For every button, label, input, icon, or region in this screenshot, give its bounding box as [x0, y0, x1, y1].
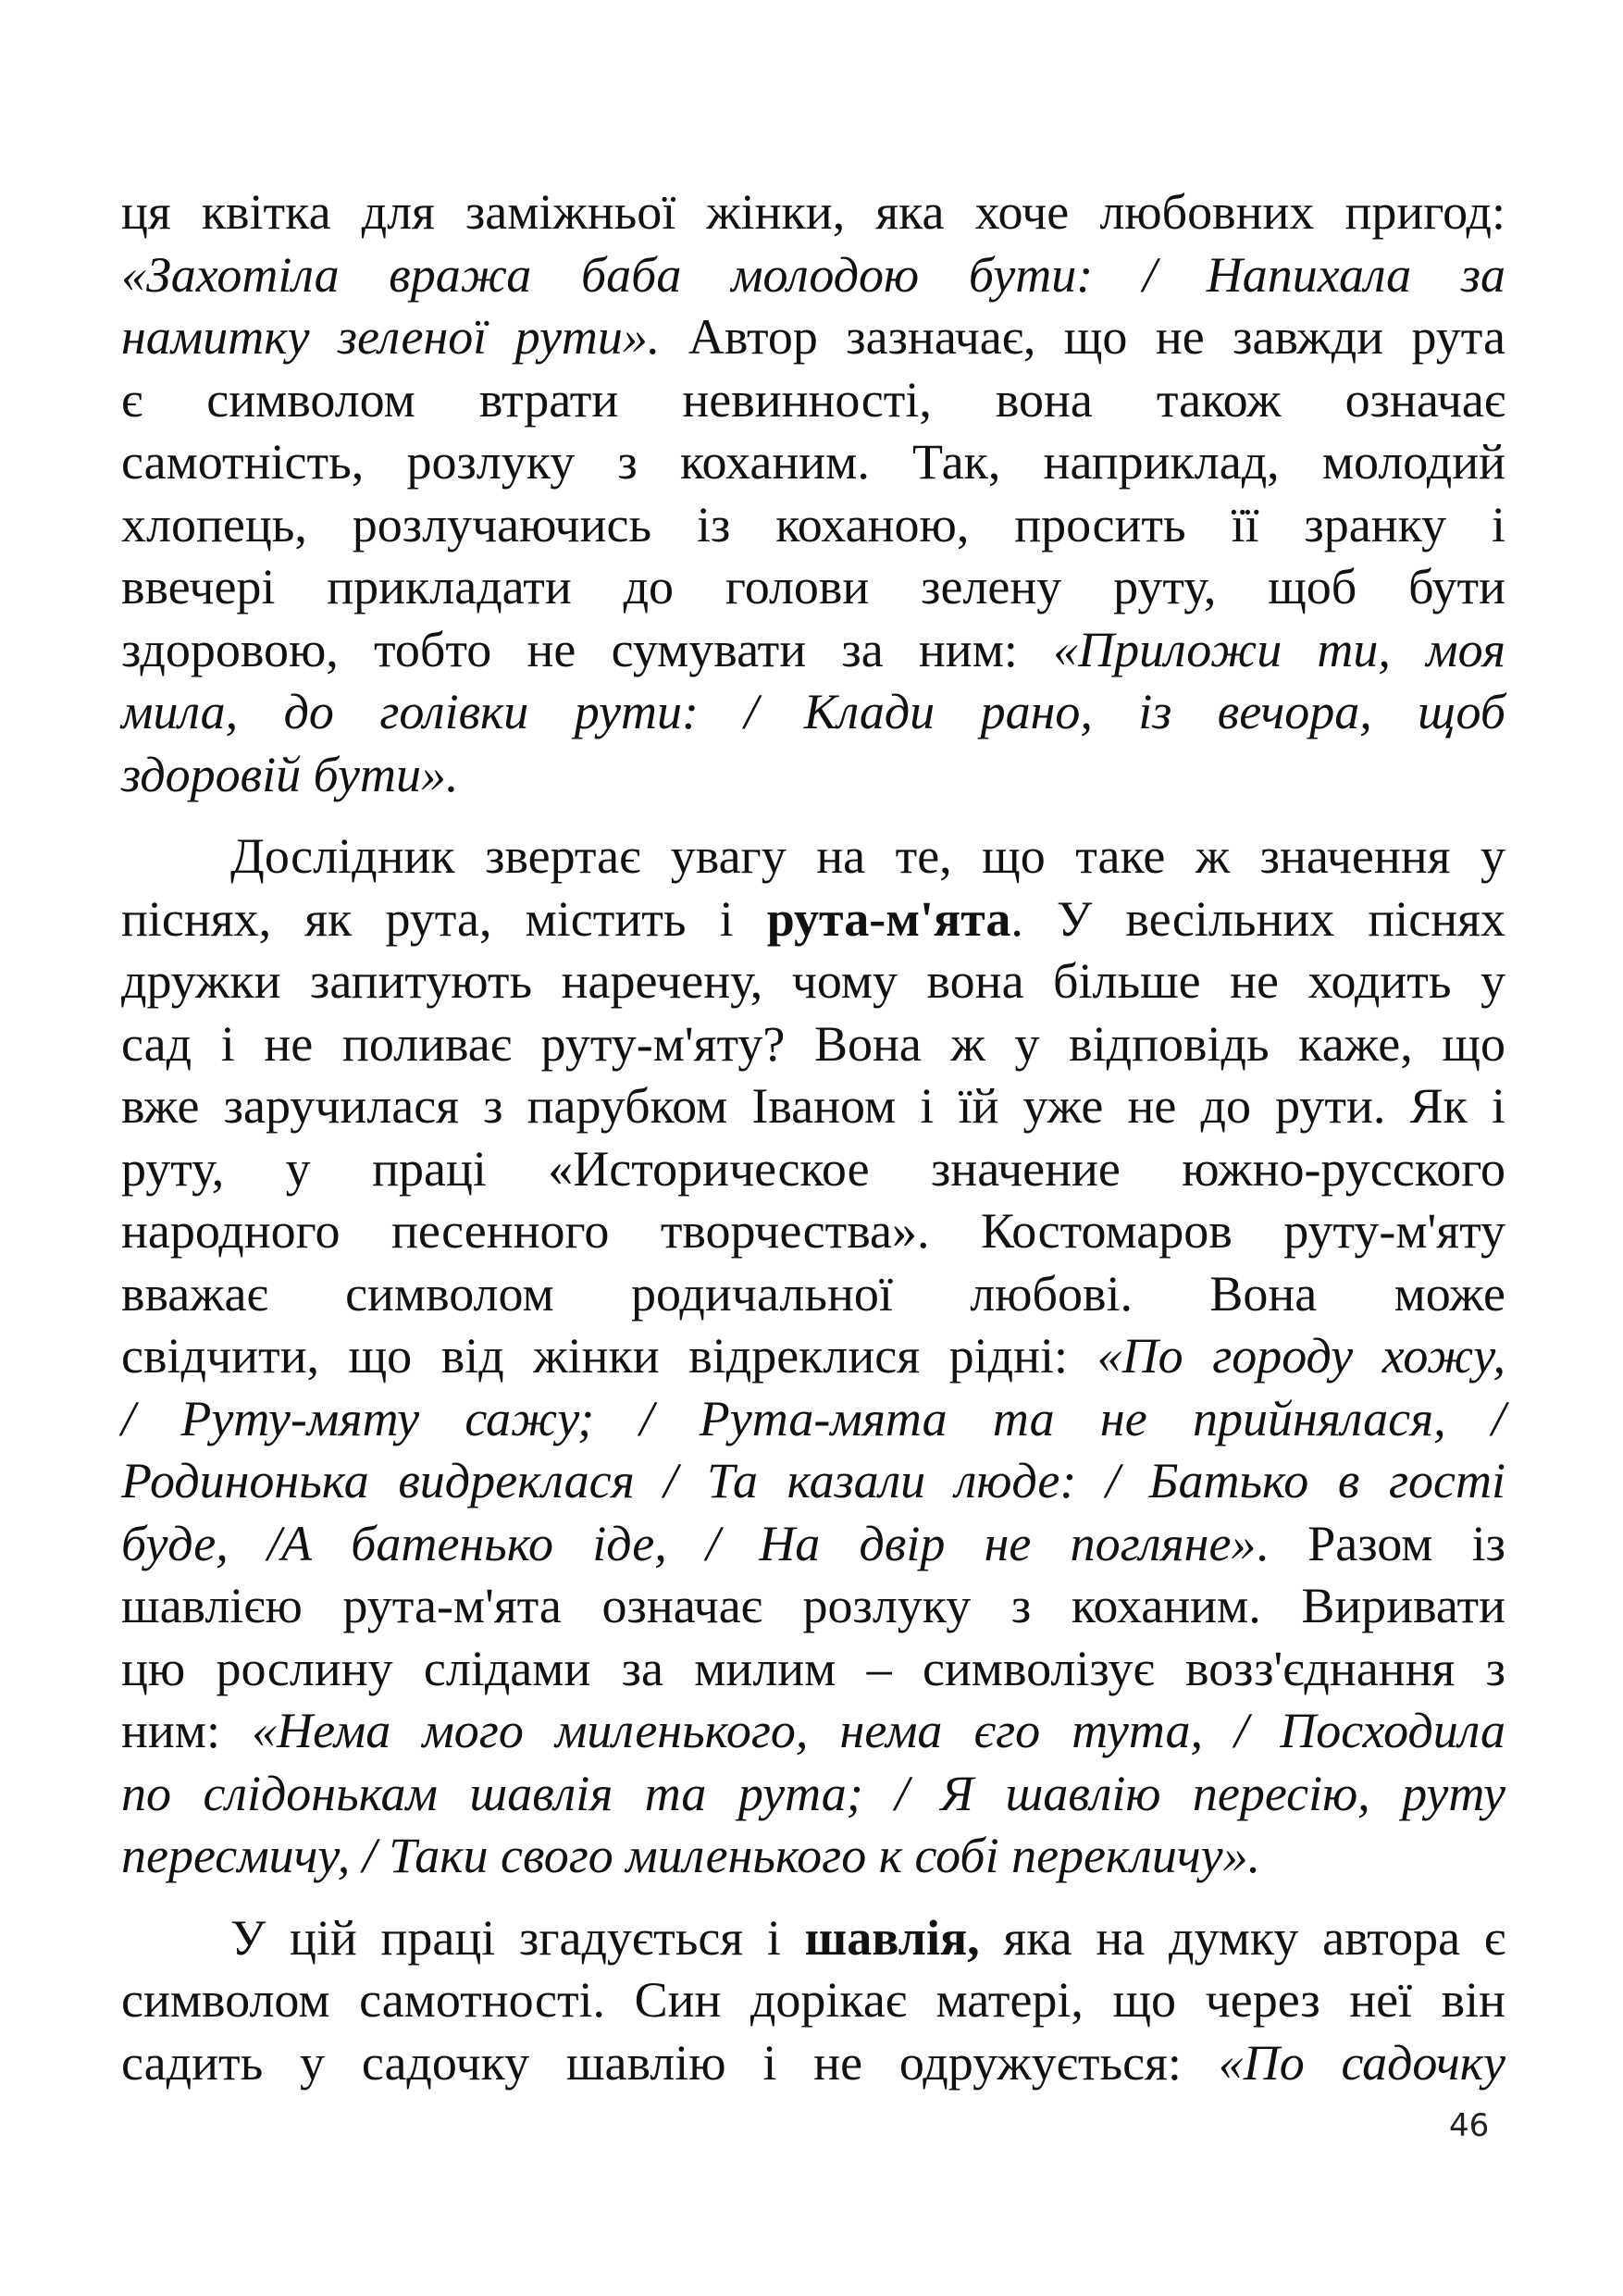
italic-quote-text: / Руту-мяту сажу; / Рута-мята та не прийнялася, / [121, 1390, 1505, 1446]
text-line [121, 1907, 1505, 1970]
body-text: яка на думку автора є [979, 1909, 1505, 1966]
body-text: цю рослину слідами за милим – символізує возз'єднання з [121, 1640, 1505, 1696]
body-text: Дослідник звертає увагу на те, що таке ж значення у [230, 828, 1505, 884]
text-line [121, 1075, 1505, 1138]
text-line [121, 369, 1505, 432]
text-line [121, 1263, 1505, 1326]
italic-quote-text: «Нема мого миленького, нема єго тута, / Посходила [252, 1703, 1505, 1758]
text-line [121, 1700, 1505, 1763]
italic-quote-text: мила, до голівки рути: / Клади рано, із вечора, щоб [121, 684, 1505, 739]
page-text [121, 181, 1505, 2094]
body-text: . У весільних піснях [1010, 890, 1505, 947]
text-line [121, 431, 1505, 494]
italic-quote-text: «Приложи ти, моя [1053, 621, 1505, 677]
body-text: У цій праці згадується і [230, 1909, 805, 1966]
italic-quote-text: по слідонькам шавлія та рута; / Я шавлію пересію, руту [121, 1765, 1505, 1821]
text-line [121, 1638, 1505, 1701]
text-line [121, 181, 1505, 244]
italic-quote-text: буде, /А батенько іде, / На двір не погляне» [121, 1515, 1257, 1571]
body-text: вважає символом родичальної любові. Вона може [121, 1265, 1505, 1322]
body-text: здоровою, тобто не сумувати за ним: [121, 621, 1054, 677]
body-text: народного песенного творчества». Костомаров руту-м'яту [121, 1203, 1505, 1259]
text-line [121, 619, 1505, 682]
text-line [121, 1513, 1505, 1576]
text-line [121, 1388, 1505, 1451]
text-line [121, 1575, 1505, 1638]
italic-quote-text: здоровій бути». [121, 746, 459, 802]
text-line [121, 1325, 1505, 1388]
body-text: шавлією рута-м'ята означає розлуку з коханим. Виривати [121, 1578, 1505, 1633]
text-line [121, 1200, 1505, 1263]
text-line [121, 306, 1505, 369]
body-text: ця квітка для заміжньої жінки, яка хоче любовних пригод: [121, 184, 1505, 240]
body-text: є символом втрати невинності, вона також означає [121, 371, 1505, 428]
paragraph [121, 181, 1505, 806]
text-line [121, 681, 1505, 744]
italic-quote-text: намитку зеленої рути». [121, 309, 661, 365]
italic-quote-text: «По городу хожу, [1096, 1328, 1506, 1384]
text-line [121, 2032, 1505, 2095]
text-line [121, 744, 1505, 807]
body-text: свідчити, що від жінки відреклися рідні: [121, 1328, 1097, 1384]
body-text: вже заручилася з парубком Іваном і їй уже не до рути. Як і [121, 1078, 1505, 1134]
text-body [121, 181, 1505, 2094]
body-text: дружки запитують наречену, чому вона більше не ходить у [121, 953, 1505, 1009]
text-line [121, 825, 1505, 888]
text-line [121, 1763, 1505, 1826]
body-text: хлопець, розлучаючись із коханою, просить її зранку і [121, 496, 1505, 552]
text-line [121, 888, 1505, 951]
bold-term-text: шавлія, [804, 1909, 980, 1966]
paragraph-gap [121, 1888, 1505, 1907]
italic-quote-text: Родинонька видреклася / Та казали люде: / Батько в гості [121, 1453, 1505, 1508]
italic-quote-text: «По садочку [1218, 2034, 1505, 2091]
text-line [121, 556, 1505, 619]
body-text: Автор зазначає, що не завжди рута [660, 309, 1505, 365]
text-line [121, 950, 1505, 1013]
text-line [121, 1138, 1505, 1201]
paragraph [121, 825, 1505, 1888]
paragraph [121, 1907, 1505, 2095]
body-text: самотність, розлуку з коханим. Так, наприклад, молодий [121, 434, 1505, 490]
body-text: ним: [121, 1703, 253, 1758]
text-line [121, 1013, 1505, 1076]
page-number: 46 [1449, 2107, 1490, 2144]
text-line [121, 494, 1505, 557]
body-text: ввечері прикладати до голови зелену руту, щоб бути [121, 559, 1505, 614]
bold-term-text: рута-м'ята [766, 890, 1011, 947]
body-text: піснях, як рута, містить і [121, 890, 767, 947]
body-text: сад і не поливає руту-м'яту? Вона ж у відповідь каже, що [121, 1015, 1505, 1072]
text-line [121, 1825, 1505, 1888]
body-text: . Разом із [1256, 1515, 1505, 1571]
text-line [121, 1969, 1505, 2032]
italic-quote-text: «Захотіла вража баба молодою бути: / Напихала за [121, 246, 1505, 303]
paragraph-gap [121, 806, 1505, 825]
body-text: садить у садочку шавлію і не одружується: [121, 2034, 1219, 2091]
body-text: руту, у праці «Историческое значение южно-русского [121, 1140, 1505, 1197]
body-text: символом самотності. Син дорікає матері, що через неї він [121, 1972, 1505, 2028]
text-line [121, 1450, 1505, 1513]
text-line [121, 244, 1505, 307]
italic-quote-text: пересмичу, / Таки свого миленького к собі перекличу». [121, 1828, 1261, 1883]
